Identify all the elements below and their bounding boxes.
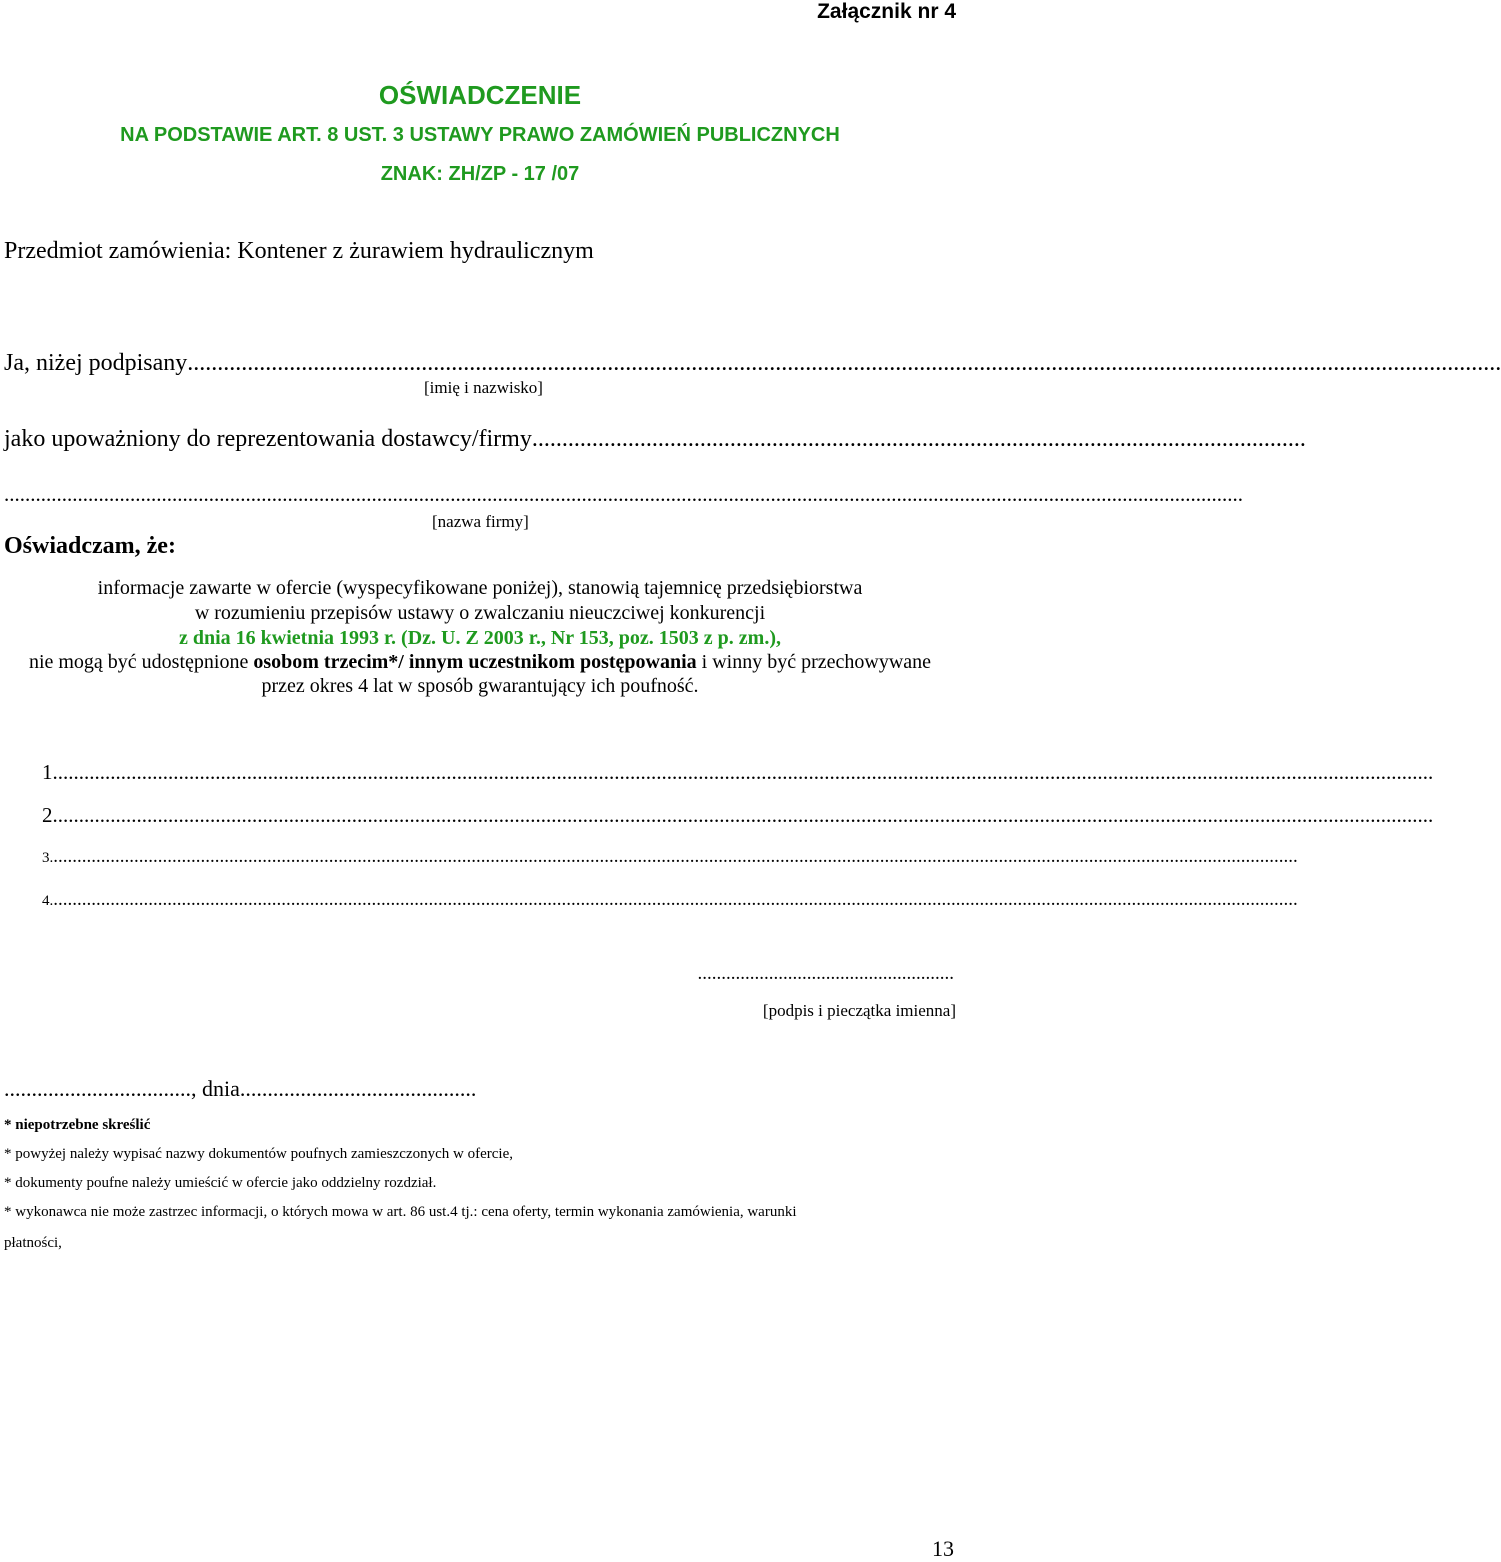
declare-line-4-post: i winny być przechowywane <box>696 651 932 673</box>
item-number: 2. <box>42 803 58 827</box>
item-field[interactable]: ...................................................................................................................................................................................................................................................................... <box>53 846 1298 867</box>
declare-label: Oświadczam, że: <box>4 533 176 559</box>
declare-line-3: z dnia 16 kwietnia 1993 r. (Dz. U. Z 2003 r., Nr 153, poz. 1503 z p. zm.), <box>178 627 782 649</box>
declare-line-4-pre: nie mogą być udostępnione <box>28 651 254 673</box>
list-item <box>42 760 1434 785</box>
place-field[interactable]: .................................. <box>4 1076 191 1101</box>
item-field[interactable]: ...................................................................................................................................................................................................................................................................... <box>57 760 1434 784</box>
place-date-line <box>4 1076 476 1102</box>
list-item <box>42 803 1434 828</box>
declare-line-4 <box>0 651 960 674</box>
footnote-4: płatności, <box>4 1235 62 1251</box>
company-caption: [nazwa firmy] <box>432 512 529 531</box>
declare-line-4-bold: osobom trzecim*/ innym uczestnikom postępowania <box>253 651 697 673</box>
item-field[interactable]: ...................................................................................................................................................................................................................................................................... <box>53 889 1298 910</box>
date-field[interactable]: ........................................... <box>239 1076 477 1101</box>
footnote-title: * niepotrzebne skreślić <box>4 1117 151 1133</box>
declare-line-5: przez okres 4 lat w sposób gwarantujący ich poufność. <box>261 675 699 697</box>
company-name-field[interactable]: ................................................................................................................................. <box>531 426 1306 452</box>
item-number: 3. <box>42 850 54 866</box>
date-label: , dnia <box>191 1076 240 1101</box>
annex-label: Załącznik nr 4 <box>817 0 956 23</box>
signer-name-field[interactable]: ........................................................................................................................................................................................................................... <box>187 350 1501 376</box>
signer-label: Ja, niżej podpisany <box>4 350 188 376</box>
item-number: 1. <box>42 760 58 784</box>
item-number: 4. <box>42 893 54 909</box>
declare-line-1: informacje zawarte w ofercie (wyspecyfikowane poniżej), stanowią tajemnicę przedsiębiorstwa <box>97 577 863 599</box>
document-subtitle: NA PODSTAWIE ART. 8 UST. 3 USTAWY PRAWO ZAMÓWIEŃ PUBLICZNYCH <box>120 124 840 146</box>
company-name-field-line2[interactable]: ............................................................................................................................................................................................................................................ <box>4 482 1243 506</box>
footnote-2: * dokumenty poufne należy umieścić w ofercie jako oddzielny rozdział. <box>4 1175 437 1191</box>
authorized-label: jako upoważniony do reprezentowania dostawcy/firmy <box>4 426 532 452</box>
order-subject: Przedmiot zamówienia: Kontener z żurawiem hydraulicznym <box>4 238 594 264</box>
authorized-line <box>4 426 1306 453</box>
signature-caption: [podpis i pieczątka imienna] <box>762 1001 956 1020</box>
footnote-3: * wykonawca nie może zastrzec informacji, o których mowa w art. 86 ust.4 tj.: cena oferty, termin wykonania zamówienia, warunki <box>4 1204 797 1220</box>
signature-field[interactable]: ...................................................... <box>697 963 954 984</box>
footnote-1: * powyżej należy wypisać nazwy dokumentów poufnych zamieszczonych w ofercie, <box>4 1146 513 1162</box>
list-item <box>42 889 1298 911</box>
document-title: OŚWIADCZENIE <box>378 80 582 110</box>
signer-line <box>4 350 1501 377</box>
page-number: 13 <box>932 1536 954 1561</box>
list-item <box>42 846 1298 868</box>
declare-line-2: w rozumieniu przepisów ustawy o zwalczaniu nieuczciwej konkurencji <box>194 602 766 624</box>
document-sign: ZNAK: ZH/ZP - 17 /07 <box>380 163 580 185</box>
item-field[interactable]: ...................................................................................................................................................................................................................................................................... <box>57 803 1434 827</box>
signer-caption: [imię i nazwisko] <box>424 378 543 397</box>
